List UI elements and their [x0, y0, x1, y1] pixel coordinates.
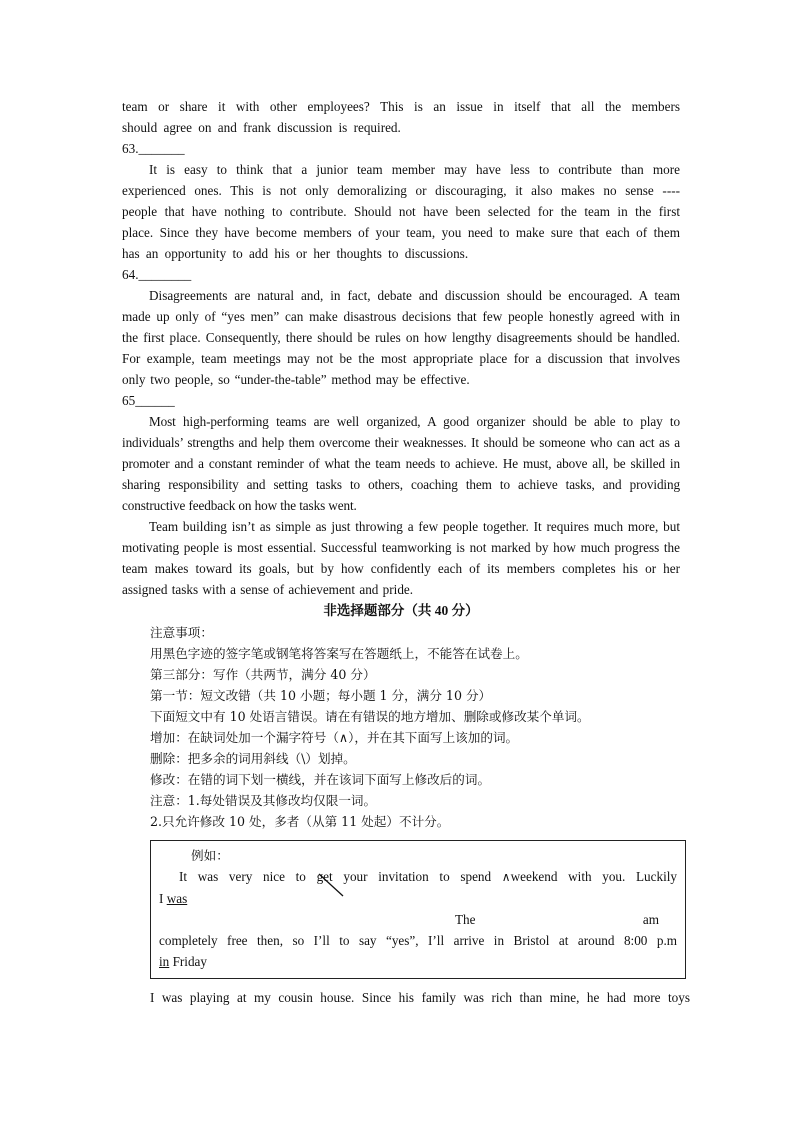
instruction-line: 注意：1.每处错误及其修改均仅限一词。 — [150, 793, 377, 808]
instruction-line: 用黑色字迹的签字笔或钢笔将答案写在答题纸上，不能答在试卷上。 — [150, 646, 528, 661]
insertion-caret-icon: ∧ — [501, 870, 511, 884]
example-text: It was very nice to get your invitation to spend — [179, 869, 492, 884]
paragraph-63: It is easy to think that a junior team member may have less to contribute than more experienced ones. This is not only demoralizing or discouraging, it also makes no sense ---- people that have nothing to contribute. Should not have been selected for the team in the first place. Since they have become members of your team, you need to make sure that each of them has an opportunity to add his or her thoughts to discussions. — [122, 162, 680, 261]
instruction-line: 第三部分：写作（共两节，满分 40 分） — [150, 667, 376, 682]
paragraph-65: Most high-performing teams are well organized, A good organizer should be able to play to individuals’ strengths and help them overcome their weaknesses. It should be someone who can act as a promoter and a constant reminder of what the team needs to achieve. He must, above all, be skilled in sharing responsibility and setting tasks to others, coaching them to achieve tasks, and providing constructive feedback on how the tasks went. — [122, 414, 680, 513]
underlined-word: was — [166, 891, 188, 906]
correction-word: am — [642, 912, 659, 927]
question-63-blank: 63._______ — [122, 141, 185, 156]
underlined-word: in — [159, 954, 170, 969]
example-box — [150, 840, 686, 979]
example-line — [159, 951, 677, 972]
instruction-line: 删除：把多余的词用斜线（\）划掉。 — [150, 751, 356, 766]
instruction-line: 增加：在缺词处加一个漏字符号（∧），并在其下面写上该加的词。 — [150, 730, 519, 745]
deletion-slash-mark — [317, 872, 347, 898]
passage-intro-line: should agree on and frank discussion is required. — [122, 120, 401, 135]
example-label: 例如： — [191, 848, 229, 863]
example-text: I — [159, 891, 164, 906]
correction-row — [159, 909, 677, 930]
instruction-line: 修改：在错的词下划一横线，并在该词下面写上修改后的词。 — [150, 772, 491, 787]
example-line: completely free then, so I’ll to say “yes”, I’ll arrive in Bristol at around 8:00 p.m — [159, 933, 677, 948]
example-text: Friday — [172, 954, 207, 969]
task-passage-start: I was playing at my cousin house. Since his family was rich than mine, he had more toys — [150, 990, 690, 1005]
instruction-line: 注意事项： — [150, 625, 213, 640]
instruction-line: 第一节：短文改错（共 10 小题；每小题 1 分，满分 10 分） — [150, 688, 492, 703]
passage-intro-line: team or share it with other employees? This is an issue in itself that all the members — [122, 99, 680, 114]
instruction-line: 2.只允许修改 10 处，多者（从第 11 处起）不计分。 — [150, 814, 450, 829]
section-title: 非选择题部分（共 40 分） — [323, 603, 479, 618]
example-line — [159, 888, 677, 909]
instruction-line: 下面短文中有 10 处语言错误。请在有错误的地方增加、删除或修改某个单词。 — [150, 709, 590, 724]
question-65-blank: 65______ — [122, 393, 175, 408]
paragraph-64: Disagreements are natural and, in fact, debate and discussion should be encouraged. A team made up only of “yes men” can make disastrous decisions that few people honestly agreed with in the first place. Consequently, there should be rules on how lengthy disagreements should be handled. For example, team meetings may not be the most appropriate place for a discussion that involves only two people, so “under-the-table” method may be effective. — [122, 288, 680, 387]
example-line — [159, 866, 677, 888]
correction-word: The — [455, 912, 476, 927]
example-text: weekend with you. Luckily — [510, 869, 678, 884]
closing-paragraph: Team building isn’t as simple as just throwing a few people together. It requires much more, but motivating people is most essential. Successful teamworking is not marked by how much progress the team makes toward its goals, but by how confidently each of its members completes his or her assigned tasks with a sense of achievement and pride. — [122, 519, 680, 597]
instructions — [122, 622, 680, 832]
question-64-blank: 64.________ — [122, 267, 192, 282]
exam-page — [122, 96, 690, 1008]
